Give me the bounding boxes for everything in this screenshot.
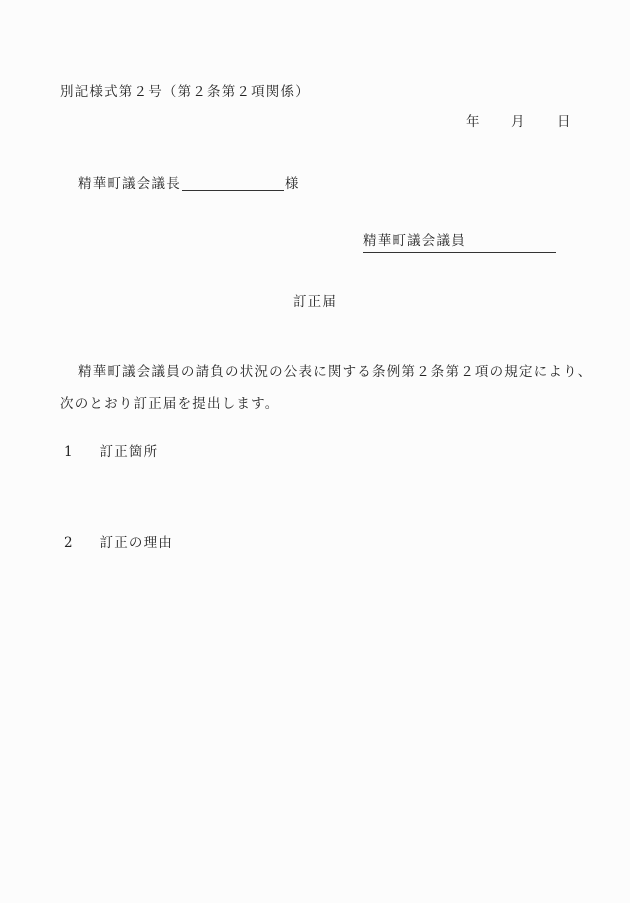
addressee-line — [78, 176, 300, 191]
document-title: 訂正届 — [292, 294, 338, 310]
body-line-2: 次のとおり訂正届を提出します。 — [60, 396, 280, 412]
date-year-label: 年 — [466, 114, 480, 130]
section-label: 訂正の理由 — [99, 535, 173, 551]
section-number: 1 — [64, 444, 74, 460]
body-paragraph — [60, 356, 600, 420]
addressee-prefix: 精華町議会議長 — [78, 175, 181, 192]
section-number: 2 — [64, 535, 74, 551]
addressee-suffix: 様 — [284, 175, 300, 192]
section-item-correction-reason — [64, 537, 173, 551]
sender-label: 精華町議会議員 — [363, 233, 466, 249]
body-line-1: 精華町議会議員の請負の状況の公表に関する条例第２条第２項の規定により、 — [78, 364, 593, 380]
section-item-correction-location — [64, 446, 158, 460]
date-month-label: 月 — [511, 114, 525, 130]
form-label: 別記様式第２号（第２条第２項関係） — [60, 84, 310, 100]
date-day-label: 日 — [557, 114, 571, 130]
sender-line[interactable] — [363, 235, 556, 253]
addressee-name-blank[interactable] — [182, 176, 284, 191]
section-label: 訂正箇所 — [99, 444, 159, 460]
